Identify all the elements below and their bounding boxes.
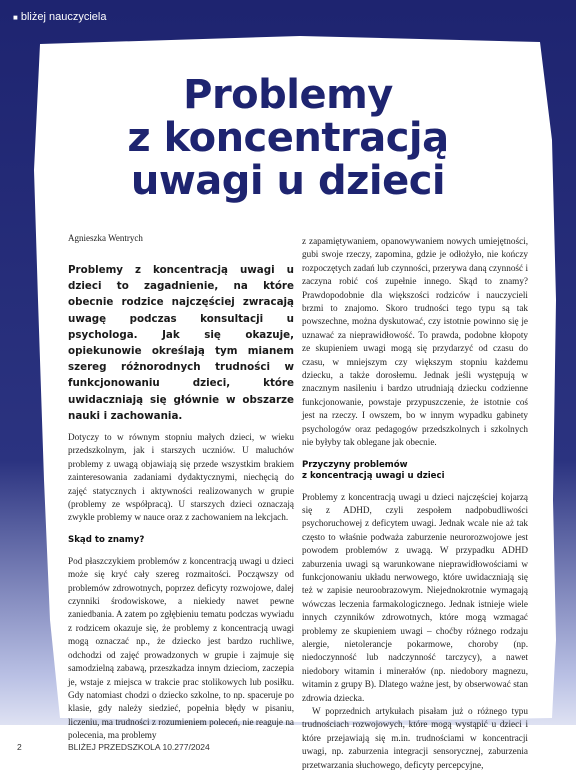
subheading: Przyczyny problemów z koncentracją uwagi u dzieci	[302, 459, 445, 481]
body-paragraph: Pod płaszczykiem problemów z koncentracją uwagi u dzieci może się kryć cały szereg rozmaitości. Począwszy od problemów zdrowotnych, poprzez deficyty rozwojowe, dalej czynniki środowiskowe, a niekiedy nawet pewne zaniedbania. A zatem po zgłębieniu tematu podczas wywiadu z rodzicem okazuje się, że problemy z koncentracją uwagi mogą oznaczać np., że dziecko jest bardzo ruchliwe, odchodzi od zajęć prowadzonych w grupie i zajmuje się samodzielną zabawą, przeszkadza innym dzieciom, zaczepia je, wstaje z miejsca w trakcie prac stolikowych lub posiłku. Gdy natomiast chodzi o dziecko szkolne, to np. spaceruje po klasie, gdy należy siedzieć, popełnia błędy w pisaniu, liczeniu, ma trudności z rozumieniem poleceń, nie reaguje na polecenia, ma problemy	[68, 555, 294, 741]
body-paragraph: Dotyczy to w równym stopniu małych dzieci, w wieku przedszkolnym, jak i starszych uczniów. U maluchów problemy z uwagą objawiają się przede wszystkim brakiem zainteresowania zadaniami dydaktycznymi, niechęcią do zajęć statycznych i aktywności realizowanych w grupie (problemy ze współpracą). U starszych dzieci oznaczają zwykle problemy w nauce oraz z zachowaniem na lekcjach.	[68, 432, 294, 523]
title-line: z koncentracją	[127, 115, 449, 161]
title-line: uwagi u dzieci	[130, 158, 446, 204]
page-number: 2	[17, 742, 22, 752]
body-paragraph: Problemy z koncentracją uwagi u dzieci najczęściej kojarzą się z ADHD, czyli zespołem nadpobudliwości psychoruchowej z deficytem uwagi. Jednak wcale nie aż tak często to właśnie podważa zaburzenie neurorozwojowe jest powodem problemów z uwagą. W przypadku ADHD zaburzenia uwagi są warunkowane nieprawidłowościami w funkcjonowaniu układu nerwowego, które uwidaczniają się też w zapisie neuroobrazowym. Niejednokrotnie wymagają wówczas leczenia farmakologicznego. Jednak istnieje wiele innych czynników zdrowotnych, które mogą wzmagać problemy ze skupieniem uwagi – choćby różnego rodzaju alergie, nietolerancje pokarmowe, choroby (np. niedoczynność lub nadczynność tarczycy), a nawet niedobory witamin i minerałów (np. niedobory magnezu, witamin z grupy B). Dlatego ważne jest, by obserwować stan zdrowia dziecka.	[302, 491, 528, 703]
body-paragraph: z zapamiętywaniem, opanowywaniem nowych umiejętności, gubi swoje rzeczy, zapomina, gdzie je odłożyło, nie kończy rozpoczętych zadań lub czynności, przerywa daną czynność i zaczyna robić coś zupełnie innego. Skąd to znamy? Prawdopodobnie dla większości rodziców i nauczycieli brzmi to znajomo. Skoro trudności tego typu są tak powszechne, można dyskutować, czy istotnie powinno się je uznawać za nieprawidłowość. To prawda, podobne kłopoty ze skupieniem uwagi mogą się przydarzyć od czasu do czasu, w mniejszym czy większym stopniu każdemu dziecku, a także dorosłemu. Jednak jeśli występują w znacznym nasileniu i bardzo utrudniają dziecku codzienne funkcjonowanie, powstaje przypuszczenie, że istotnie coś jest na rzeczy. I owszem, bo w innym wypadku gabinety psychologów oraz pedagogów przedszkolnych i szkolnych nie byłyby tak oblegane jak obecnie.	[302, 236, 528, 448]
body-paragraph: W poprzednich artykułach pisałam już o różnego typu trudnościach rozwojowych, które mogą wystąpić u dzieci i które przejawiają się m.in. trudnościami w koncentracji uwagi, np. zaburzenia integracji sensorycznej, zaburzenia przetwarzania słuchowego, deficyty percepcyjne,	[302, 706, 528, 770]
left-column-body	[68, 431, 294, 743]
publication-info: BLIŻEJ PRZEDSZKOLA 10.277/2024	[68, 742, 210, 752]
article-title	[60, 74, 516, 203]
section-label: ■ bliżej nauczyciela	[13, 11, 107, 23]
right-column-body	[302, 235, 528, 772]
lead-paragraph: Problemy z koncentracją uwagi u dzieci to zagadnienie, na które obecnie rodzice najczęściej zwracają uwagę podczas konsultacji u psychologa. Jak się okazuje, opiekunowie określają tym mianem szereg różnorodnych trudności w funkcjonowaniu dzieci, które uwidaczniają się głównie w obszarze nauki i zachowania.	[68, 264, 294, 422]
subheading: Skąd to znamy?	[68, 534, 145, 545]
author-name: Agnieszka Wentrych	[68, 233, 143, 243]
title-line: Problemy	[183, 72, 393, 118]
